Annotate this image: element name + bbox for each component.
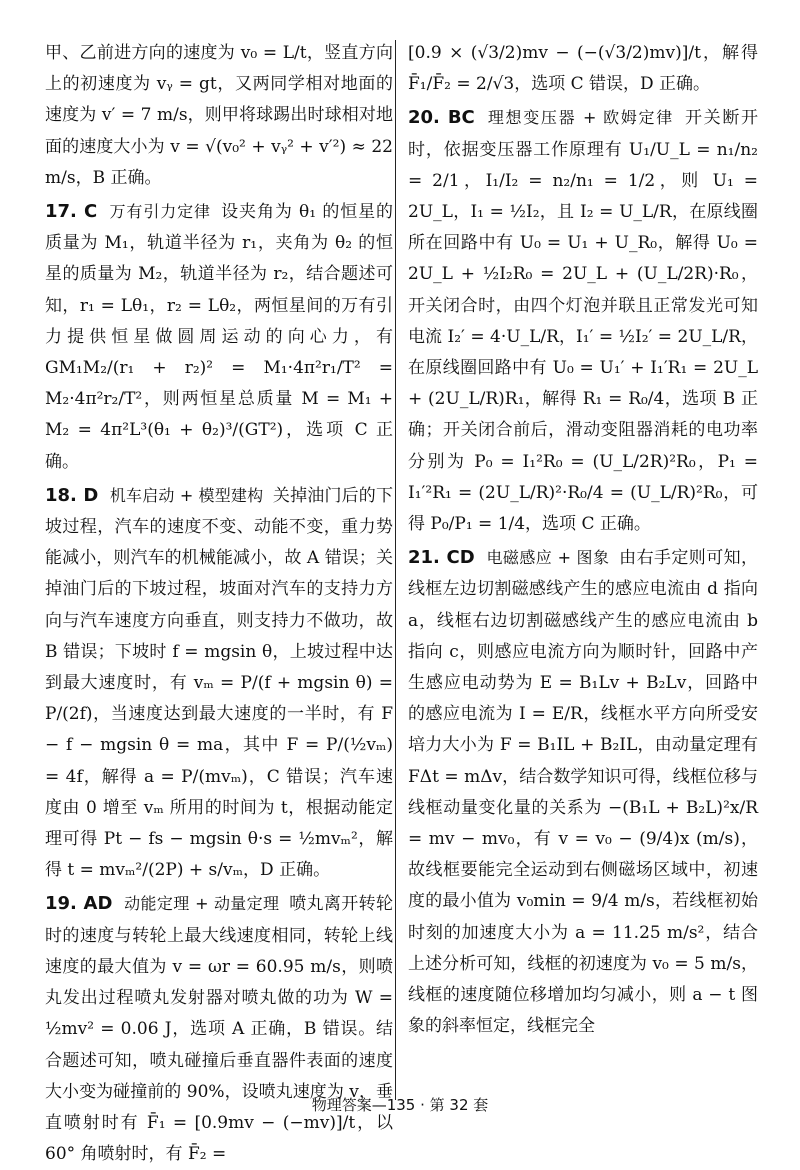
q21-topic: 电磁感应 + 图象	[486, 548, 610, 568]
question-19	[45, 888, 393, 1170]
q17-topic: 万有引力定律	[109, 202, 211, 222]
q16-continuation: 甲、乙前进方向的速度为 v₀ = L/t，竖直方向上的初速度为 vᵧ = gt，又两同学相对地面的速度为 v′ = 7 m/s，则甲将球踢出时球相对地面的速度大小为 v = √(v₀² + vᵧ² + v′²) ≈ 22 m/s，B 正确。	[45, 43, 393, 188]
q21-body: 由右手定则可知，线框左边切割磁感线产生的感应电流由 d 指向 a，线框右边切割磁感线产生的感应电流由 b 指向 c，则感应电流方向为顺时针，回路中产生感应电动势为 E = B₁Lv + B₂Lv，回路中的感应电流为 I = E/R，线框水平方向所受安培力大小为 F = B₁IL + B₂IL，由动量定理有 FΔt = mΔv，结合数学知识可得，线框位移与线框动量变化量的关系为 −(B₁L + B₂L)²x/R = mv − mv₀，有 v = v₀ − (9/4)x (m/s)，故线框要能完全运动到右侧磁场区域中，初速度的最小值为 v₀min = 9/4 m/s，若线框初始时刻的加速度大小为 a = 11.25 m/s²，结合上述分析可知，线框的初速度为 v₀ = 5 m/s，线框的速度随位移增加均匀减小，则 a − t 图象的斜率恒定，线框完全	[408, 548, 759, 1037]
q19-answer: 19. AD	[45, 893, 113, 915]
page-footer: 物理答案—135 · 第 32 套	[311, 1096, 489, 1114]
q20-body: 开关断开时，依据变压器工作原理有 U₁/U_L = n₁/n₂ = 2/1，I₁/I₂ = n₂/n₁ = 1/2，则 U₁ = 2U_L，I₁ = ½I₂，且 I₂ = U_L/R，在原线圈所在回路中有 U₀ = U₁ + U_R₀，解得 U₀ = 2U_L + ½I₂R₀ = 2U_L + (U_L/2R)·R₀，开关闭合时，由四个灯泡并联且正常发光可知电流 I₂′ = 4·U_L/R，I₁′ = ½I₂′ = 2U_L/R，在原线圈回路中有 U₀ = U₁′ + I₁′R₁ = 2U_L + (2U_L/R)R₁，解得 R₁ = R₀/4，选项 B 正确；开关闭合前后，滑动变阻器消耗的电功率分别为 P₀ = I₁²R₀ = (U_L/2R)²R₀，P₁ = I₁′²R₁ = (2U_L/R)²·R₀/4 = (U_L/R)²R₀，可得 P₀/P₁ = 1/4，选项 C 正确。	[408, 108, 759, 535]
q17-answer: 17. C	[45, 201, 98, 223]
left-column	[45, 38, 393, 1170]
question-18	[45, 480, 393, 887]
q18-answer: 18. D	[45, 484, 99, 506]
question-21	[408, 542, 758, 1042]
q18-topic: 机车启动 + 模型建构	[109, 485, 264, 505]
q21-answer: 21. CD	[408, 547, 475, 569]
q18-body: 关掉油门后的下坡过程，汽车的速度不变、动能不变，重力势能减小，则汽车的机械能减小，故 A 错误；关掉油门后的下坡过程，坡面对汽车的支持力方向与汽车速度方向垂直，则支持力不做功，故 B 错误；下坡时 f = mgsin θ，上坡过程中达到最大速度时，有 vₘ = P/(f + mgsin θ) = P/(2f)，当速度达到最大速度的一半时，有 F − f − mgsin θ = ma，其中 F = P/(½vₘ) = 4f，解得 a = P/(mvₘ)，C 错误；汽车速度由 0 增至 vₘ 所用的时间为 t，根据动能定理可得 Pt − fs − mgsin θ·s = ½mvₘ²，解得 t = mvₘ²/(2P) + s/vₘ，D 正确。	[45, 485, 393, 881]
q20-answer: 20. BC	[408, 107, 475, 129]
question-20	[408, 102, 758, 540]
question-17	[45, 196, 393, 478]
q17-body: 设夹角为 θ₁ 的恒星的质量为 M₁，轨道半径为 r₁，夹角为 θ₂ 的恒星的质量为 M₂，轨道半径为 r₂，结合题述可知，r₁ = Lθ₁，r₂ = Lθ₂，两恒星间的万有引力提供恒星做圆周运动的向心力，有 GM₁M₂/(r₁ + r₂)² = M₁·4π²r₁/T² = M₂·4π²r₂/T²，则两恒星总质量 M = M₁ + M₂ = 4π²L³(θ₁ + θ₂)³/(GT²)，选项 C 正确。	[45, 202, 393, 472]
q19-continuation: [0.9 × (√3/2)mv − (−(√3/2)mv)]/t，解得 F̄₁/F̄₂ = 2/√3，选项 C 错误，D 正确。	[408, 43, 758, 95]
q19-body: 喷丸离开转轮时的速度与转轮上最大线速度相同，转轮上线速度的最大值为 v = ωr = 60.95 m/s，则喷丸发出过程喷丸发射器对喷丸做的功为 W = ½mv² = 0.06 J，选项 A 正确，B 错误。结合题述可知，喷丸碰撞后垂直器件表面的速度大小变为碰撞前的 90%，设喷丸速度为 v，垂直喷射时有 F̄₁ = [0.9mv − (−mv)]/t，以 60° 角喷射时，有 F̄₂ =	[45, 894, 394, 1165]
q19-topic: 动能定理 + 动量定理	[124, 894, 280, 914]
q20-topic: 理想变压器 + 欧姆定律	[487, 108, 674, 128]
right-column	[408, 38, 758, 1043]
column-divider	[395, 40, 396, 1100]
